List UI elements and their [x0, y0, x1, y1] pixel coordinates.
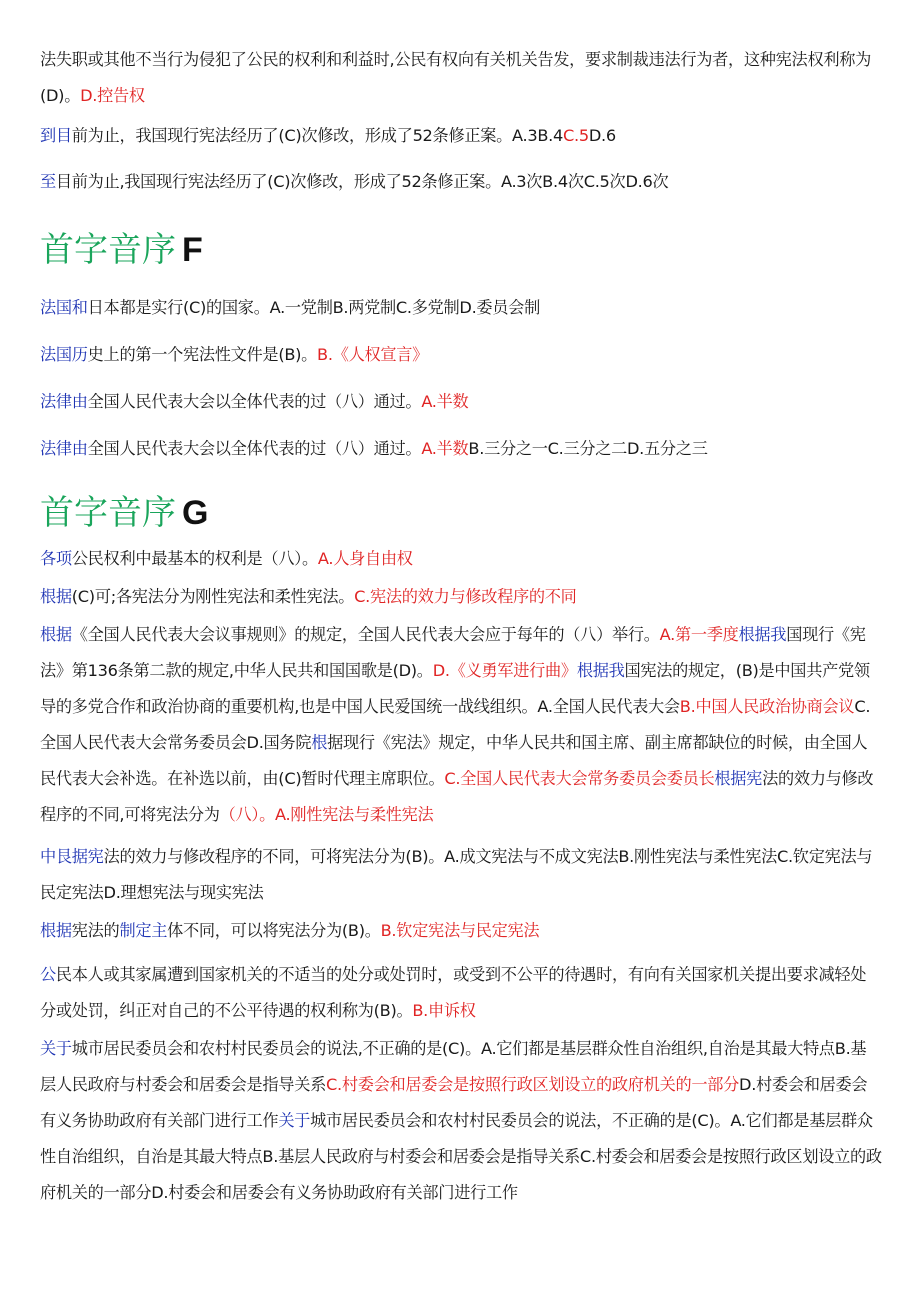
answer-segment: A.第一季度 — [659, 625, 739, 644]
body-text-segment: (C)可;各宪法分为刚性宪法和柔性宪法。 — [71, 587, 355, 606]
keyword-segment: 中艮据宪 — [40, 847, 104, 866]
body-text-segment: 体不同，可以将宪法分为(B)。 — [167, 921, 381, 940]
answer-segment: C.5 — [562, 126, 589, 145]
section-heading-g-title: 首字音序 — [40, 493, 176, 533]
question-constitution-maker — [40, 913, 882, 949]
section-heading-f-letter: F — [182, 231, 203, 269]
keyword-segment: 关于 — [278, 1111, 311, 1130]
body-text-segment: 法失职或其他不当行为侵犯了公民的权利和利益时,公民有权向有关机关告发，要求制裁违法行为者，这种宪法权利称为(D)。 — [40, 50, 871, 105]
section-heading-g — [40, 493, 882, 533]
body-text-segment: 据现行《宪法》规定，中华人民共和国主席、副主席都缺位的时候，由全国人民代表大会补选。在补选以前，由(C)暂时代理主席职位。 — [40, 733, 868, 788]
answer-segment: B.《人权宣言》 — [317, 345, 429, 364]
keyword-segment: 根据 — [40, 625, 72, 644]
section-heading-f-title: 首字音序 — [40, 230, 176, 270]
section-heading-f — [40, 230, 882, 270]
keyword-segment: 法律由 — [40, 392, 88, 411]
keyword-segment: 到目 — [40, 126, 72, 145]
section-g-questions — [40, 541, 882, 1211]
body-text-segment: C.全国人民代表大会常务委员会D.国务院 — [40, 697, 871, 752]
answer-segment: （八）。A.刚性宪法与柔性宪法 — [219, 805, 434, 824]
question-france-first-constitution — [40, 337, 882, 373]
keyword-segment: 根 — [311, 733, 328, 752]
body-text-segment: 法的效力与修改程序的不同,可将宪法分为 — [40, 769, 874, 824]
answer-segment: C.村委会和居委会是按照行政区划设立的政府机关的一部分 — [325, 1075, 740, 1094]
keyword-segment: 法律由 — [40, 439, 88, 458]
question-amendments-a — [40, 118, 882, 154]
question-most-basic-right — [40, 541, 882, 577]
body-text-segment: 民本人或其家属遭到国家机关的不适当的处分或处罚时，或受到不公平的待遇时，有向有关国家机关提出要求减轻处分或处罚，纠正对自己的不公平待遇的权利称为(B)。 — [40, 965, 867, 1020]
body-text-segment: 前为止，我国现行宪法经历了(C)次修改，形成了52条修正案。A.3B.4 — [71, 126, 563, 145]
body-text-segment: 法的效力与修改程序的不同，可将宪法分为(B)。A.成文宪法与不成文宪法B.刚性宪法与柔性宪法C.钦定宪法与民定宪法D.理想宪法与现实宪法 — [40, 847, 873, 902]
answer-segment: C.全国人民代表大会常务委员会委员长 — [444, 769, 715, 788]
answer-segment: A.人身自由权 — [317, 549, 413, 568]
body-text-segment: B.三分之一C.三分之二D.五分之三 — [468, 439, 708, 458]
body-text-segment: 宪法的 — [71, 921, 120, 940]
body-text-segment: 城市居民委员会和农村村民委员会的说法，不正确的是(C)。A.它们都是基层群众性自治组织，自治是其最大特点B.基层人民政府与村委会和居委会是指导关系C.村委会和居委会是按照行政区划设立的政府机关的一部分D.村委会和居委会有义务协助政府有关部门进行工作 — [40, 1111, 882, 1202]
body-text-segment: 目前为止,我国现行宪法经历了(C)次修改，形成了52条修正案。A.3次B.4次C.5次D.6次 — [55, 172, 669, 191]
body-text-segment: 国宪法的规定，(B)是中国共产党领导的多党合作和政治协商的重要机构,也是中国人民爱国统一战线组织。A.全国人民代表大会 — [40, 661, 870, 716]
question-appeal-right — [40, 957, 882, 1029]
keyword-segment: 制定主 — [119, 921, 168, 940]
keyword-segment: 根据 — [40, 587, 72, 606]
answer-segment: B.钦定宪法与民定宪法 — [380, 921, 540, 940]
answer-segment: A.半数 — [421, 392, 469, 411]
answer-segment: B.中国人民政治协商会议 — [679, 697, 855, 716]
answer-segment: B.申诉权 — [412, 1001, 476, 1020]
keyword-segment: 公 — [40, 965, 56, 984]
keyword-segment: 根据宪 — [714, 769, 763, 788]
keyword-segment: 根据我 — [576, 661, 625, 680]
body-text-segment: 史上的第一个宪法性文件是(B)。 — [87, 345, 318, 364]
keyword-segment: 法国历 — [40, 345, 88, 364]
keyword-segment: 根据我 — [738, 625, 787, 644]
keyword-segment: 关于 — [40, 1039, 72, 1058]
keyword-segment: 根据 — [40, 921, 72, 940]
body-text-segment: 全国人民代表大会以全体代表的过（八）通过。 — [87, 392, 422, 411]
section-heading-g-letter: G — [182, 494, 209, 532]
keyword-segment: 至 — [40, 172, 56, 191]
question-rigid-flexible — [40, 579, 882, 615]
answer-segment: A.半数 — [421, 439, 469, 458]
body-text-segment: 国现行《宪法》第136条第二款的规定,中华人民共和国国歌是(D)。 — [40, 625, 866, 680]
answer-segment: C.宪法的效力与修改程序的不同 — [354, 587, 577, 606]
body-text-segment: 《全国人民代表大会议事规则》的规定，全国人民代表大会应于每年的（八）举行。 — [71, 625, 660, 644]
question-amendments-b — [40, 164, 882, 200]
question-accusation-right — [40, 42, 882, 114]
question-law-passed-a — [40, 384, 882, 420]
document-page — [40, 0, 882, 1211]
question-france-japan — [40, 290, 882, 326]
question-law-passed-b — [40, 431, 882, 467]
body-text-segment: 全国人民代表大会以全体代表的过（八）通过。 — [87, 439, 422, 458]
question-rigid-flexible-b — [40, 839, 882, 911]
question-residents-committees — [40, 1031, 882, 1211]
body-text-segment: 城市居民委员会和农村村民委员会的说法,不正确的是(C)。A.它们都是基层群众性自治组织,自治是其最大特点B.基层人民政府与村委会和居委会是指导关系 — [40, 1039, 867, 1094]
keyword-segment: 法国和 — [40, 298, 88, 317]
body-text-segment: 日本都是实行(C)的国家。A.一党制B.两党制C.多党制D.委员会制 — [87, 298, 540, 317]
body-text-segment: D.村委会和居委会有义务协助政府有关部门进行工作 — [40, 1075, 868, 1130]
answer-segment: D.《义勇军进行曲》 — [432, 661, 577, 680]
question-npc-rules-block — [40, 617, 882, 833]
body-text-segment: D.6 — [588, 126, 616, 145]
section-f-questions — [40, 290, 882, 467]
answer-segment: D.控告权 — [80, 86, 145, 105]
top-question-group — [40, 42, 882, 200]
body-text-segment: 公民权利中最基本的权利是（八）。 — [71, 549, 318, 568]
keyword-segment: 各项 — [40, 549, 72, 568]
